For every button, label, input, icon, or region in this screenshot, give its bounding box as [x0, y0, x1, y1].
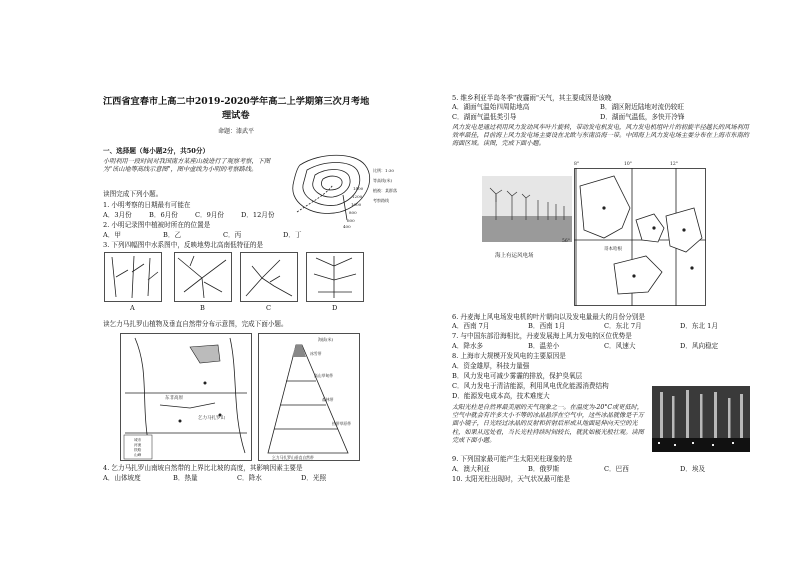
zone-label-meadow: 高山草甸带	[314, 373, 333, 378]
map-legend-railway: 铁路	[134, 448, 142, 452]
contour-legend-scale: 比例：1:30	[373, 168, 394, 173]
vertical-zone-profile	[258, 333, 360, 461]
question-4-options	[103, 474, 326, 482]
diagram-label-c: C	[266, 304, 272, 312]
question-9-options	[452, 465, 705, 473]
latitude-56: 56°	[562, 239, 570, 244]
intro-instruction-2: 读乞力马扎罗山植物及垂直自然带分布示意图，完成下面小题。	[103, 320, 288, 328]
diagram-label-d: D	[332, 304, 338, 312]
question-6-options	[452, 322, 718, 330]
contour-legend-route: 考察路线	[373, 198, 389, 203]
q9-option-a[interactable]: A．澳大利亚	[452, 465, 490, 473]
longitude-10: 10°	[624, 162, 632, 167]
q8-option-d[interactable]: D．能源发电成本高，技术难度大	[452, 392, 550, 400]
east-africa-map	[120, 333, 252, 461]
question-1-options	[103, 211, 274, 219]
altitude-axis-label: 海拔(米)	[318, 337, 334, 342]
q4-option-b[interactable]: B．热量	[173, 474, 198, 482]
longitude-8: 8°	[574, 162, 580, 167]
q5-option-b[interactable]: B．湖区附近陆地对流仍较旺	[600, 103, 684, 111]
question-1: 1. 小明考察的日期最有可能在	[103, 201, 191, 209]
contour-legend-contour: 等高线(米)	[373, 178, 393, 183]
q4-option-d[interactable]: D．光照	[301, 474, 327, 482]
q4-option-a[interactable]: A．山体坡度	[103, 474, 141, 482]
contour-value-1000: 1000	[351, 202, 362, 207]
q1-option-c[interactable]: C．9月份	[195, 211, 225, 219]
question-5: 5. 维乡利亚半岛冬季"夜霾雨"天气，其主要成因是该晚	[452, 94, 612, 102]
drainage-diagram-b	[174, 252, 232, 302]
q7-option-d[interactable]: D．风向稳定	[680, 342, 719, 350]
q1-option-a[interactable]: A．3月份	[103, 211, 132, 219]
question-7-options	[452, 342, 718, 350]
question-2-options	[103, 231, 301, 239]
diagram-label-b: B	[200, 304, 205, 312]
q7-option-a[interactable]: A．降水多	[452, 342, 484, 350]
map-label-plateau: 东非高原	[165, 396, 183, 401]
contour-value-1200: 1200	[352, 194, 363, 199]
question-10: 10. 太阳光柱出现时，天气状况最可能是	[452, 475, 571, 483]
contour-value-400: 400	[343, 224, 351, 229]
q2-option-b[interactable]: B．乙	[163, 231, 182, 239]
contour-map-figure	[285, 150, 405, 230]
question-3: 3. 下列四幅图中水系图中，反映地势北高南低特征的是	[103, 241, 264, 249]
map-legend-peak: 山峰	[134, 453, 142, 457]
q5-option-a[interactable]: A．湖面气温始四周陆地高	[452, 103, 530, 111]
diagram-label-a: A	[130, 304, 135, 312]
q9-option-c[interactable]: C．巴西	[604, 465, 629, 473]
q8-option-a[interactable]: A．资金雄厚，科技力量强	[452, 362, 530, 370]
q5-option-c[interactable]: C．湖面气温低类引导	[452, 113, 517, 121]
drainage-diagram-c	[240, 252, 298, 302]
contour-value-1400: 1400	[353, 186, 364, 191]
q2-option-a[interactable]: A．甲	[103, 231, 121, 239]
wind-farm-label: 海上有运风电场	[495, 253, 534, 259]
drainage-diagram-a	[104, 252, 162, 302]
q1-option-d[interactable]: D．12月份	[241, 211, 275, 219]
intro-paragraph-1: 小明利用一段时间对我国南方某座山坡进行了观察考察，下图为"该山地等高线示意图"，图中虚线为小明的考察路线。	[103, 158, 271, 174]
denmark-map	[562, 162, 706, 306]
q9-option-d[interactable]: D．埃及	[680, 465, 706, 473]
exam-author: 命题：漆武平	[218, 128, 255, 135]
offshore-wind-photo	[482, 176, 572, 242]
map-legend-city: 城市	[134, 438, 142, 442]
q5-option-d[interactable]: D．湖面气温低，多快开冷锋	[600, 113, 685, 121]
light-pillar-paragraph: 太阳光柱是自然界最美丽的天气现象之一。在温度为-20°C或更低时，空气中就会有许多大小不等的冰晶悬浮在空气中，这些冰晶就像是千万面小镜子，日光经过冰晶的反射和折射后形成从地面延伸向天空的光柱，如果从远处看，当长光柱持续时间较长，就犹如极光般壮观。读图完成下面小题。	[452, 404, 644, 444]
zone-label-savanna: 热带草原带	[332, 421, 351, 426]
longitude-12: 12°	[670, 162, 678, 167]
q6-option-b[interactable]: B．西南 1月	[528, 322, 566, 330]
question-6: 6. 丹麦海上风电场发电机的叶片朝向以及发电量最大的月份分别是	[452, 313, 646, 321]
zone-label-snow: 冰雪带	[310, 351, 322, 356]
q4-option-c[interactable]: C．降水	[237, 474, 262, 482]
q1-option-b[interactable]: B．6月份	[149, 211, 178, 219]
q6-option-c[interactable]: C．东北 7月	[604, 322, 642, 330]
question-7: 7. 与中国东部沿海相比，丹麦发展海上风力发电的区位优势是	[452, 332, 632, 340]
light-pillar-photo	[652, 386, 750, 452]
zone-label-forest: 森林带	[322, 397, 334, 402]
map-label-copenhagen: 哥本哈根	[604, 247, 622, 252]
question-5-options-row2	[452, 113, 684, 121]
contour-value-600: 600	[347, 218, 355, 223]
question-2: 2. 小明记录图中植被时所在的位置是	[103, 221, 211, 229]
contour-legend-vegetation: 植被：某群落	[373, 188, 397, 193]
q8-option-c[interactable]: C．风力发电于清洁能源，利用风电优化能源消费结构	[452, 382, 609, 390]
q2-option-c[interactable]: C．丙	[223, 231, 242, 239]
q7-option-c[interactable]: C．风速大	[604, 342, 636, 350]
map-legend-river: 河流	[134, 443, 142, 447]
question-9: 9. 下列国家最可能产生太阳光柱现象的是	[452, 455, 573, 463]
contour-value-800: 800	[349, 210, 357, 215]
intro-instruction-1: 读图完成下列小题。	[103, 190, 163, 198]
exam-title-line1: 江西省宜春市上高二中2019-2020学年高二上学期第三次月考地	[103, 96, 370, 107]
q7-option-b[interactable]: B．温差小	[528, 342, 560, 350]
q9-option-b[interactable]: B．俄罗斯	[528, 465, 560, 473]
exam-title-line2: 理试卷	[222, 110, 250, 121]
question-5-options-row1	[452, 103, 684, 111]
q6-option-a[interactable]: A．西南 7月	[452, 322, 490, 330]
map-label-kilimanjaro: 乞力马扎罗山	[198, 416, 225, 421]
drainage-diagram-d	[306, 252, 364, 302]
profile-caption: 乞力马扎罗山垂直自然带	[272, 455, 314, 460]
q2-option-d[interactable]: D．丁	[283, 231, 302, 239]
section-heading: 一、选择题（每小题2分，共50分）	[103, 147, 210, 155]
question-4: 4. 乞力马扎罗山南坡自然带的上界比北坡的高度，其影响因素主要是	[103, 464, 303, 472]
question-8: 8. 上海市大规模开发风电的主要原因是	[452, 352, 566, 360]
wind-power-paragraph: 风力发电是通过利用风力发动风车叶片旋转，带动发电机发电，风力发电机组叶片的初旋半径越长的风场利用效率最佳，目前海上风力发电场主要设在北欧与东南沿海一带。中国海上风力发电场主要分布在上海市东南的海面区域。读图，完成下面小题。	[452, 124, 749, 148]
q6-option-d[interactable]: D．东北 1月	[680, 322, 718, 330]
q8-option-b[interactable]: B．风力发电可减少雾霾的排放，保护臭氧层	[452, 372, 583, 380]
